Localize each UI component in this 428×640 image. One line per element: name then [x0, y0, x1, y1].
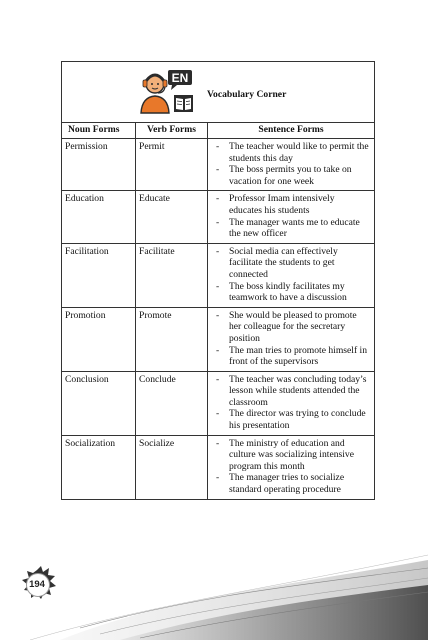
table-row [62, 435, 375, 499]
sentence-cell [208, 307, 375, 371]
sentence-item: - The teacher was concluding today’s lesson while students attended the classroom [211, 374, 371, 409]
sentence-item: - The manager tries to socialize standard operating procedure [211, 472, 371, 495]
sentence-item: - The teacher would like to permit the students this day [211, 141, 371, 164]
noun-cell: Education [62, 191, 136, 243]
noun-cell: Permission [62, 139, 136, 191]
sentence-item: - Social media can effectively facilitate the students to get connected [211, 246, 371, 281]
logo-badge-text: EN [171, 71, 189, 85]
sentence-cell [208, 139, 375, 191]
sentence-cell [208, 435, 375, 499]
verb-cell: Socialize [136, 435, 208, 499]
column-header-sentence: Sentence Forms [208, 123, 375, 139]
verb-cell: Facilitate [136, 243, 208, 307]
sentence-item: - The boss kindly facilitates my teamwork to have a discussion [211, 281, 371, 304]
table-row [62, 371, 375, 435]
language-learner-icon [138, 67, 196, 117]
vocabulary-title: Vocabulary Corner [207, 89, 287, 100]
table-row [62, 191, 375, 243]
noun-cell: Socialization [62, 435, 136, 499]
noun-cell: Conclusion [62, 371, 136, 435]
vocabulary-table [61, 61, 375, 500]
vocabulary-banner [62, 62, 375, 123]
verb-cell: Educate [136, 191, 208, 243]
column-header-noun: Noun Forms [62, 123, 136, 139]
verb-cell: Conclude [136, 371, 208, 435]
table-header-row [62, 123, 375, 139]
sentence-item: - She would be pleased to promote her colleague for the secretary position [211, 310, 371, 345]
verb-cell: Promote [136, 307, 208, 371]
table-banner-row [62, 62, 375, 123]
sentence-item: - Professor Imam intensively educates his students [211, 193, 371, 216]
sentence-item: - The director was trying to conclude his presentation [211, 408, 371, 431]
noun-cell: Promotion [62, 307, 136, 371]
sentence-item: - The ministry of education and culture was socializing intensive program this month [211, 438, 371, 473]
page-number: 194 [29, 579, 45, 590]
table-row [62, 139, 375, 191]
table-row [62, 243, 375, 307]
sentence-item: - The man tries to promote himself in front of the supervisors [211, 345, 371, 368]
verb-cell: Permit [136, 139, 208, 191]
sentence-item: - The boss permits you to take on vacation for one week [211, 164, 371, 187]
noun-cell: Facilitation [62, 243, 136, 307]
sentence-cell [208, 243, 375, 307]
sentence-item: - The manager wants me to educate the new officer [211, 217, 371, 240]
sentence-cell [208, 371, 375, 435]
column-header-verb: Verb Forms [136, 123, 208, 139]
table-row [62, 307, 375, 371]
sentence-cell [208, 191, 375, 243]
